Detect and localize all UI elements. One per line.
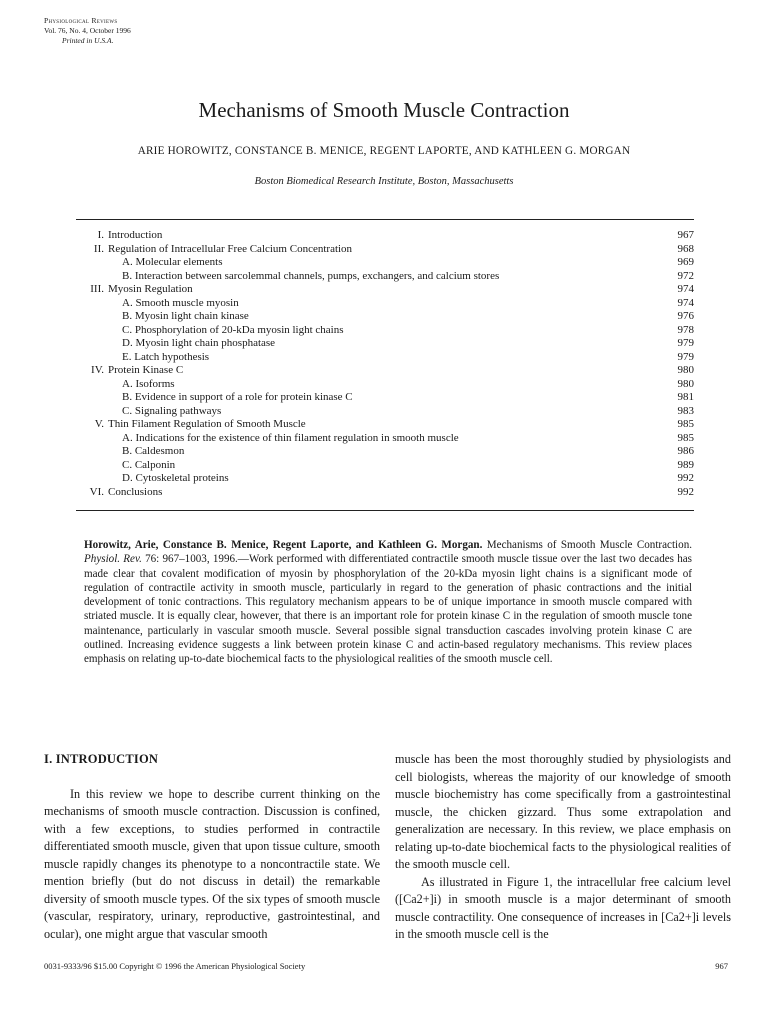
toc-entry-number [76,270,108,284]
toc-entry [76,364,694,378]
toc-entry-title: B. Interaction between sarcolemmal channels, pumps, exchangers, and calcium stores [122,269,500,282]
toc-entry-page: 969 [677,256,694,268]
toc-entry [76,378,694,392]
author-list: ARIE HOROWITZ, CONSTANCE B. MENICE, REGENT LAPORTE, AND KATHLEEN G. MORGAN [137,145,631,157]
toc-entry-number [76,310,108,324]
toc-entry-page: 985 [677,431,694,444]
toc-entry-title: E. Latch hypothesis [122,350,210,363]
toc-entry-title: B. Caldesmon [122,445,185,457]
toc-top-rule [76,219,694,220]
toc-entry-number [76,432,108,446]
toc-entry-title: A. Smooth muscle myosin [122,296,239,309]
toc-entry-title: Myosin Regulation [108,283,193,295]
abstract-article-title: Mechanisms of Smooth Muscle Contraction. [482,539,693,551]
toc-entry-title: C. Calponin [122,458,176,471]
toc-entry-number [76,378,108,392]
toc-entry-number: VI. [89,485,104,498]
toc-entry [76,297,694,311]
toc-entry-number: V. [94,418,104,430]
toc-entry-number [76,391,108,405]
toc-entry-page: 976 [677,310,694,322]
toc-entry [76,391,694,405]
toc-entry [76,351,694,365]
toc-entry-title: C. Phosphorylation of 20-kDa myosin light chains [122,323,344,336]
left-column [44,751,380,943]
toc-entry-title: B. Evidence in support of a role for protein kinase C [122,391,353,403]
toc-entry [76,405,694,419]
toc-entry [76,418,694,432]
toc-entry [76,486,694,500]
toc-entry-page: 989 [677,458,694,471]
toc-entry [76,337,694,351]
intro-paragraph-3: As illustrated in Figure 1, the intracellular free calcium level ([Ca2+]i) in smooth muscle is a major determinant of smooth muscle contractility. One consequence of increases in [Ca2+]i levels in the smooth muscle cell is the [395,874,731,941]
toc-bottom-rule [76,510,694,511]
toc-entry-title: Conclusions [108,485,163,498]
toc-entry-number [76,351,108,365]
toc-entry-number [76,445,108,459]
toc-entry [76,283,694,297]
toc-entry-page: 992 [677,472,694,484]
page-number: 967 [715,961,728,971]
abstract-body: Work performed with differentiated contractile smooth muscle tissue over the last two decades has made clear that covalent modification of myosin by phosphorylation of the 20-kDa myosin light chains is a significant mode of regulation of contractile activity in smooth muscle, particularly in regard to the generation of phasic contractions and the initial development of tonic contractions. This regulatory mechanism appears to be of unique importance in smooth muscle compared with striated muscle. It is equally clear, however, that there is an important role for protein kinase C in the regulation of smooth muscle tone maintenance, particularly in vascular smooth muscle. Several possible signal transduction cascades involving protein kinase C are outlined. Increasing evidence suggests a link between protein kinase C and actin-based regulatory mechanisms. This review places emphasis on relating up-to-date biochemical facts to the physiological realities of the smooth muscle cell. [84,553,693,666]
journal-masthead [44,16,131,46]
intro-paragraph-1: In this review we hope to describe current thinking on the mechanisms of smooth muscle contraction. Discussion is confined, with a few exceptions, to studies performed in contractile differentiated smooth muscle, given that upon tissue culture, smooth muscle rapidly changes its phenotype to a noncontractile state. We mention briefly (but do not discuss in detail) the remarkable diversity of smooth muscle types. Of the six types of smooth muscle (vascular, respiratory, urinary, reproductive, gastrointestinal, and ocular), one might argue that vascular smooth [44,786,380,941]
section-heading-introduction: I. INTRODUCTION [44,752,159,766]
toc-entry-page: 974 [677,283,694,295]
toc-entry [76,310,694,324]
toc-entry [76,243,694,257]
toc-entry-title: A. Molecular elements [122,256,223,268]
toc-entry-page: 980 [677,377,694,390]
toc-entry-number: I. [97,229,104,241]
toc-entry-title: Protein Kinase C [108,364,184,376]
toc-entry-number [76,256,108,270]
toc-entry-number [76,405,108,419]
toc-entry-page: 974 [677,296,694,309]
affiliation: Boston Biomedical Research Institute, Boston, Massachusetts [254,176,514,187]
toc-entry-page: 985 [677,418,694,430]
toc-entry [76,256,694,270]
toc-entry-title: A. Isoforms [122,377,175,390]
printed-note: Printed in U.S.A. [62,36,114,45]
table-of-contents [76,229,694,499]
toc-entry-title: B. Myosin light chain kinase [122,310,249,322]
toc-entry-number: IV. [91,364,104,376]
toc-entry-page: 978 [677,323,694,336]
toc-entry-page: 986 [677,445,694,457]
toc-entry-title: D. Cytoskeletal proteins [122,472,229,484]
article-title: Mechanisms of Smooth Muscle Contraction [198,98,570,122]
toc-entry-number [76,472,108,486]
toc-entry-page: 968 [677,242,694,255]
toc-entry-title: D. Myosin light chain phosphatase [122,337,276,349]
toc-entry-title: Regulation of Intracellular Free Calcium Concentration [108,242,353,255]
abstract [84,538,692,667]
right-column [395,751,731,944]
toc-entry [76,445,694,459]
toc-entry-title: Introduction [108,229,163,241]
volume-info: Vol. 76, No. 4, October 1996 [44,26,131,35]
toc-entry [76,324,694,338]
toc-entry [76,459,694,473]
toc-entry-page: 981 [677,391,694,403]
toc-entry [76,270,694,284]
toc-entry-page: 972 [677,269,694,282]
toc-entry [76,432,694,446]
toc-entry-title: A. Indications for the existence of thin filament regulation in smooth muscle [122,431,459,444]
toc-entry-number: III. [90,283,104,295]
toc-entry-title: Thin Filament Regulation of Smooth Muscle [108,418,306,430]
toc-entry-page: 967 [677,229,694,241]
toc-entry [76,472,694,486]
journal-name: Physiological Reviews [44,16,118,25]
toc-entry-page: 992 [677,485,694,498]
toc-entry-page: 979 [677,337,694,349]
toc-entry-page: 983 [677,404,694,417]
copyright-footer: 0031-9333/96 $15.00 Copyright © 1996 the American Physiological Society [44,961,306,971]
abstract-journal: Physiol. Rev. [84,553,142,566]
abstract-authors: Horowitz, Arie, Constance B. Menice, Regent Laporte, and Kathleen G. Morgan. [84,539,483,551]
toc-entry-title: C. Signaling pathways [122,404,222,417]
toc-entry-number [76,337,108,351]
toc-entry-page: 980 [677,364,694,376]
toc-entry-number [76,459,108,473]
toc-entry-page: 979 [677,350,694,363]
toc-entry-number [76,297,108,311]
toc-entry [76,229,694,243]
intro-paragraph-2: muscle has been the most thoroughly studied by physiologists and cell biologists, whereas the majority of our knowledge of smooth muscle biochemistry has come specifically from a gastrointestinal muscle, the chicken gizzard. Thus some extrapolation and generalization are necessary. In this review, we place emphasis on relating up-to-date biochemical facts to the physiological realities of the smooth muscle cell. [395,752,731,871]
toc-entry-number [76,324,108,338]
abstract-citation: 76: 967–1003, 1996.— [141,553,249,566]
toc-entry-number: II. [93,242,104,255]
